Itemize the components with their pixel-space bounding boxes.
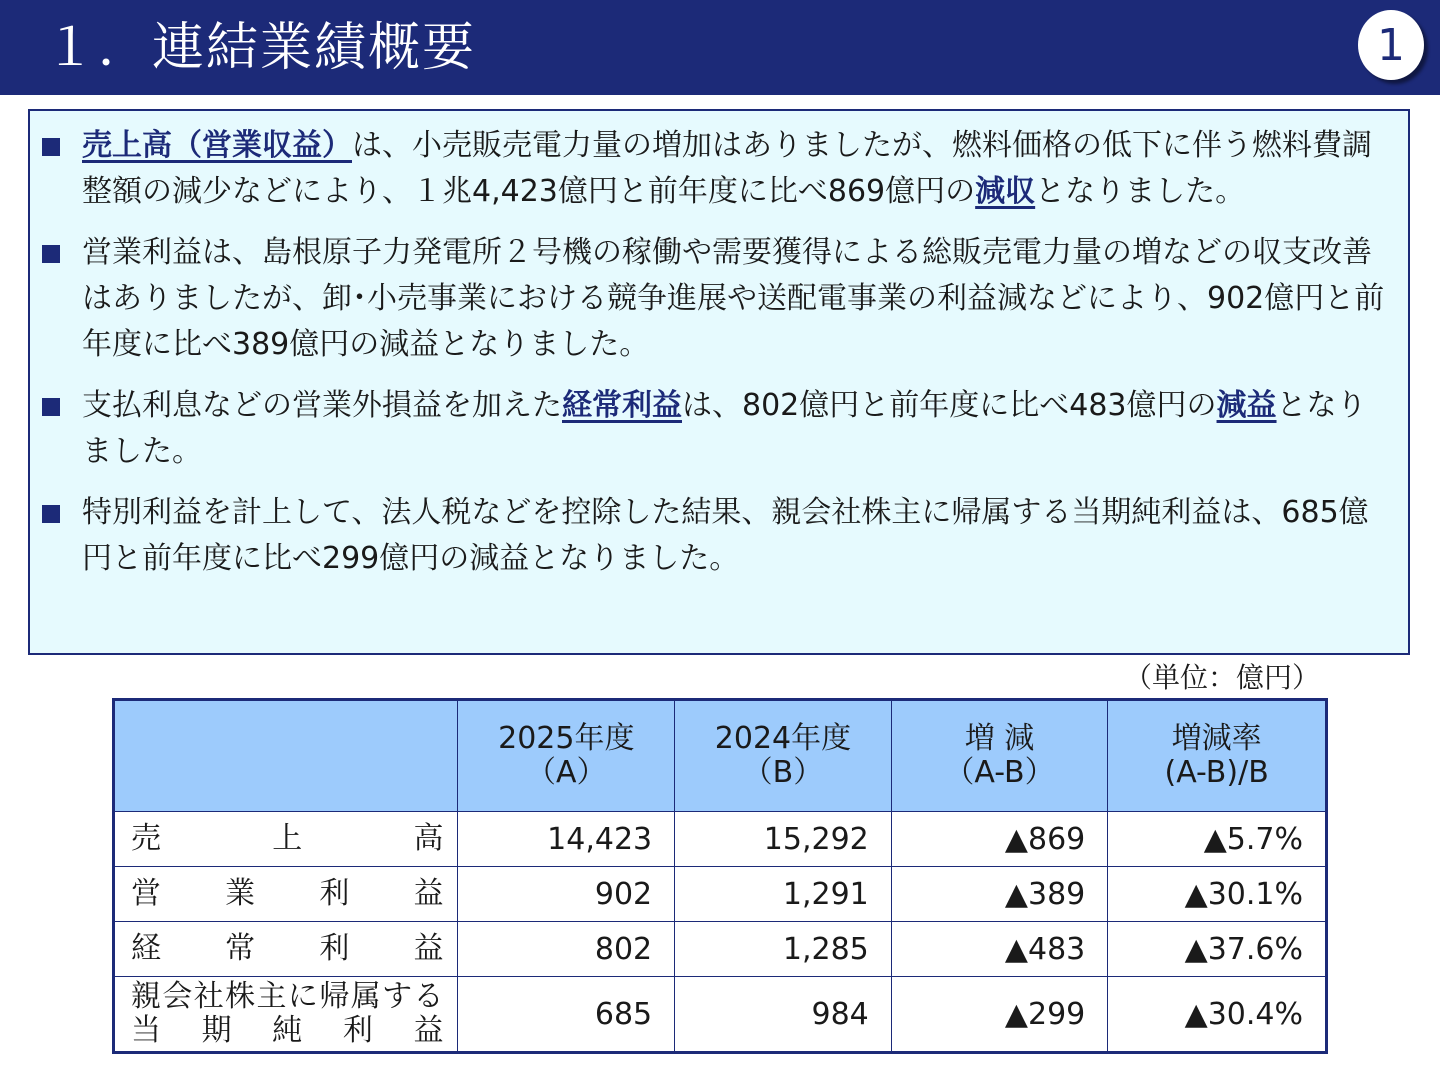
bullet-operating-income bbox=[42, 230, 1390, 368]
value-change-rate: ▲37.6% bbox=[1108, 922, 1327, 977]
value-change: ▲299 bbox=[891, 977, 1108, 1053]
bullet-square-icon bbox=[42, 398, 60, 416]
table-row bbox=[114, 922, 1327, 977]
value-fy2025: 14,423 bbox=[458, 812, 675, 867]
header-fy2024: 2024年度 （B） bbox=[675, 700, 892, 812]
bullet-text: 支払利息などの営業外損益を加えた bbox=[82, 388, 562, 423]
value-fy2024: 15,292 bbox=[675, 812, 892, 867]
ordinary-income-term: 経常利益 bbox=[562, 388, 682, 423]
bullet-square-icon bbox=[42, 245, 60, 263]
bullet-revenue bbox=[42, 123, 1390, 215]
bullet-text: 特別利益を計上して、法人税などを控除した結果、親会社株主に帰属する当期純利益は、685億円と前年度に比べ299億円の減益となりました。 bbox=[82, 495, 1369, 576]
bullet-text: は、802億円と前年度に比べ483億円の bbox=[682, 388, 1217, 423]
row-label: 親会社株主に帰属する 当期純利益 bbox=[114, 977, 458, 1053]
value-fy2025: 902 bbox=[458, 867, 675, 922]
row-label: 売上高 bbox=[114, 812, 458, 867]
header-bar bbox=[0, 0, 1440, 95]
bullet-square-icon bbox=[42, 505, 60, 523]
summary-box bbox=[28, 109, 1410, 655]
profit-decrease-term: 減益 bbox=[1216, 388, 1277, 423]
revenue-decrease-term: 減収 bbox=[975, 174, 1036, 209]
table-row bbox=[114, 977, 1327, 1053]
table-header-row bbox=[114, 700, 1327, 812]
header-fy2025: 2025年度 （A） bbox=[458, 700, 675, 812]
page-title: １．連結業績概要 bbox=[44, 18, 477, 78]
value-change: ▲869 bbox=[891, 812, 1108, 867]
header-change-rate: 増減率 (A-B)/B bbox=[1108, 700, 1327, 812]
value-fy2025: 802 bbox=[458, 922, 675, 977]
value-change-rate: ▲30.4% bbox=[1108, 977, 1327, 1053]
bullet-text: 営業利益は、島根原子力発電所２号機の稼働や需要獲得による総販売電力量の増などの収支改善はありましたが、卸･小売事業における競争進展や送配電事業の利益減などにより、902億円と前年度に比べ389億円の減益となりました。 bbox=[82, 235, 1385, 362]
bullet-ordinary-income bbox=[42, 383, 1390, 475]
unit-label: （単位：億円） bbox=[1124, 661, 1321, 694]
header-change: 増 減 （A-B） bbox=[891, 700, 1108, 812]
bullet-text: は、小売販売電力量の増加はありましたが、燃料価格の低下に伴う燃料費調整額の減少などにより、１兆4,423億円と前年度に比べ869億円の bbox=[82, 128, 1372, 209]
value-fy2024: 1,291 bbox=[675, 867, 892, 922]
page-number-badge: 1 bbox=[1358, 10, 1424, 80]
bullet-net-income bbox=[42, 490, 1390, 582]
value-change-rate: ▲30.1% bbox=[1108, 867, 1327, 922]
value-fy2024: 984 bbox=[675, 977, 892, 1053]
table-row bbox=[114, 812, 1327, 867]
revenue-term: 売上高（営業収益） bbox=[82, 128, 352, 163]
bullet-square-icon bbox=[42, 138, 60, 156]
value-fy2025: 685 bbox=[458, 977, 675, 1053]
table-row bbox=[114, 867, 1327, 922]
value-change-rate: ▲5.7% bbox=[1108, 812, 1327, 867]
value-change: ▲483 bbox=[891, 922, 1108, 977]
financial-table bbox=[112, 698, 1328, 1054]
row-label: 経常利益 bbox=[114, 922, 458, 977]
row-label: 営業利益 bbox=[114, 867, 458, 922]
bullet-text: となりました。 bbox=[1035, 174, 1246, 209]
header-empty-cell bbox=[114, 700, 458, 812]
bullet-text: となりました。 bbox=[82, 388, 1367, 469]
value-change: ▲389 bbox=[891, 867, 1108, 922]
value-fy2024: 1,285 bbox=[675, 922, 892, 977]
